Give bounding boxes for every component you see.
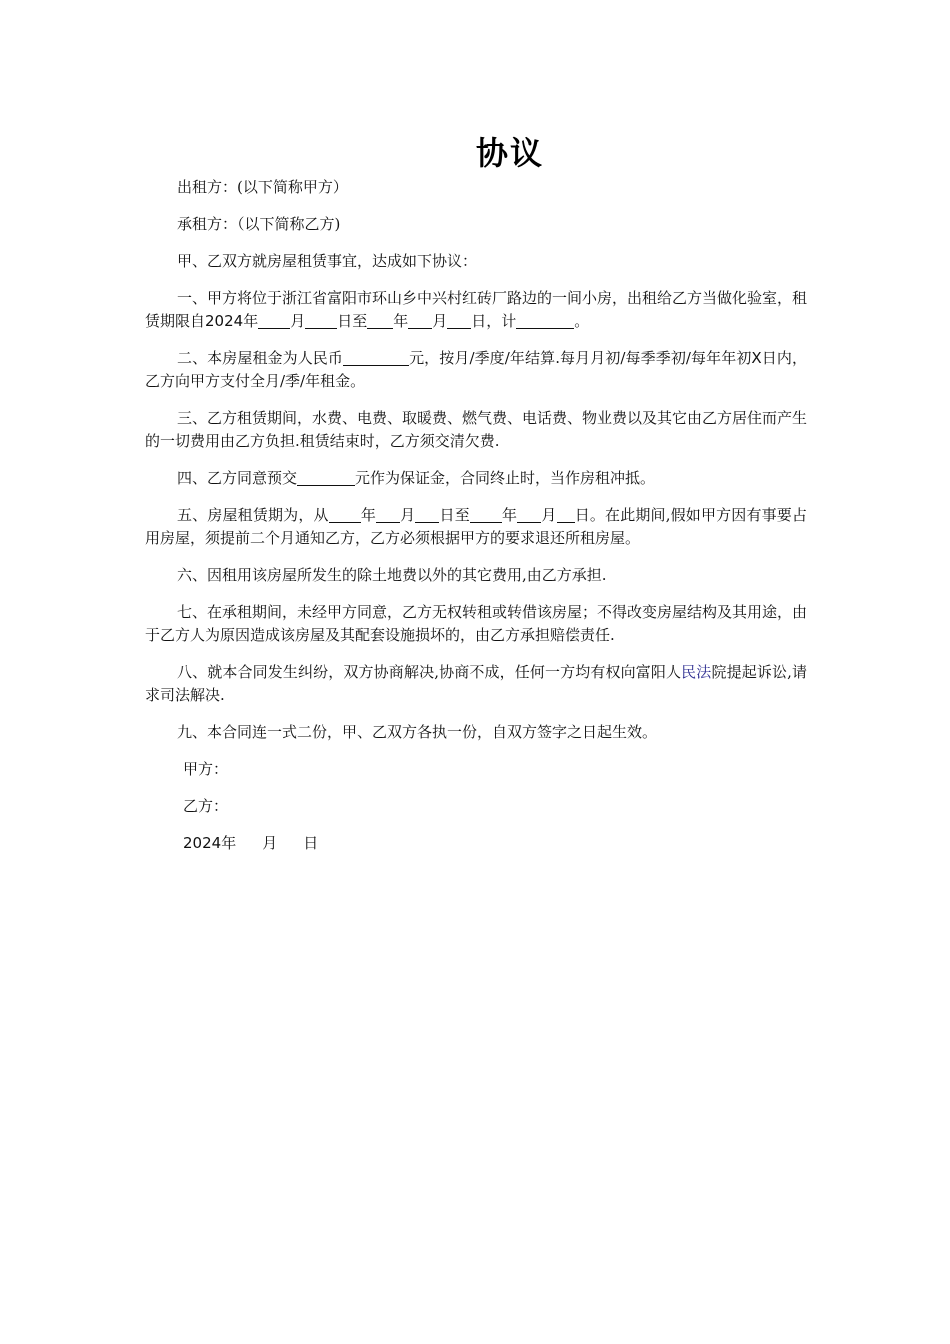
clause-1-rizhi: 日至 <box>337 312 368 330</box>
date-yue: 月 <box>262 834 278 852</box>
signature-party-a: 甲方： <box>183 760 229 778</box>
lessee-line: 承租方：（以下简称乙方) <box>177 215 341 233</box>
document-body <box>145 176 807 855</box>
clause-6: 六、因租用该房屋所发生的除土地费以外的其它费用,由乙方承担. <box>177 566 607 584</box>
clause-5-yue2: 月 <box>541 506 557 524</box>
date-ri: 日 <box>303 834 319 852</box>
blank-field[interactable] <box>447 312 471 329</box>
lessor-line: 出租方：(以下简称甲方） <box>177 178 348 196</box>
document-title: 协议 <box>475 134 544 172</box>
blank-field[interactable] <box>376 506 400 523</box>
clause-9: 九、本合同连一式二份，甲、乙双方各执一份，自双方签字之日起生效。 <box>177 723 658 741</box>
blank-field[interactable] <box>415 506 439 523</box>
blank-field[interactable] <box>470 506 502 523</box>
intro-line: 甲、乙双方就房屋租赁事宜，达成如下协议： <box>177 252 478 270</box>
clause-4 <box>145 467 807 490</box>
clause-2-text-a: 二、本房屋租金为人民币 <box>177 349 343 367</box>
clause-4-text-a: 四、乙方同意预交 <box>177 469 298 487</box>
blank-field[interactable] <box>557 506 575 523</box>
blank-field[interactable] <box>258 312 290 329</box>
clause-8 <box>145 661 807 707</box>
blank-field[interactable] <box>516 312 574 329</box>
clause-5-nian2: 年 <box>501 506 518 524</box>
clause-5-nian: 年 <box>360 506 377 524</box>
blank-field[interactable] <box>367 312 393 329</box>
clause-1-end: 。 <box>574 312 590 330</box>
date-year: 2024 <box>183 834 222 852</box>
clause-8-text-a: 八、就本合同发生纠纷，双方协商解决,协商不成，任何一方均有权向富阳人 <box>177 663 682 681</box>
clause-3: 三、乙方租赁期间，水费、电费、取暖费、燃气费、电话费、物业费以及其它由乙方居住而产生的一切费用由乙方负担.租赁结束时，乙方须交清欠费. <box>145 409 808 450</box>
clause-2-text-b: 元，按月/季度/年结算.每月月初/每季季初/每年年初 <box>409 349 752 367</box>
clause-1-yue2: 月 <box>432 312 448 330</box>
clause-5-text-a: 五、房屋租赁期为，从 <box>177 506 329 524</box>
signature-date <box>145 832 807 855</box>
clause-1-year: 2024 <box>205 312 244 330</box>
signature-party-b: 乙方： <box>183 797 229 815</box>
clause-5-yue: 月 <box>400 506 416 524</box>
minfa-link[interactable]: 民法 <box>681 663 712 681</box>
clause-5 <box>145 504 807 550</box>
clause-1-nian: 年 <box>243 312 259 330</box>
clause-5-text-b: 日。在此期间,假如甲方因有事要占用房屋，须提前二个月通知乙方，乙方必须根据甲方的要求退还所租房屋。 <box>145 506 807 547</box>
blank-field[interactable] <box>329 506 361 523</box>
clause-2-x: X <box>751 349 762 367</box>
blank-field[interactable] <box>408 312 432 329</box>
blank-field[interactable] <box>343 349 409 366</box>
clause-7: 七、在承租期间，未经甲方同意，乙方无权转租或转借该房屋；不得改变房屋结构及其用途，由于乙方人为原因造成该房屋及其配套设施损坏的，由乙方承担赔偿责任. <box>145 603 808 644</box>
blank-field[interactable] <box>305 312 337 329</box>
clause-5-rizhi: 日至 <box>439 506 470 524</box>
clause-4-text-b: 元作为保证金，合同终止时，当作房租冲抵。 <box>355 469 656 487</box>
clause-1-riji: 日，计 <box>471 312 517 330</box>
clause-8-text-b: 院提起诉讼,请求司法解决. <box>145 663 807 704</box>
date-nian: 年 <box>221 834 237 852</box>
clause-1-nian2: 年 <box>393 312 409 330</box>
clause-1-yue: 月 <box>290 312 306 330</box>
clause-2-text-c: 日内，乙方向甲方支付全月/季/年租金。 <box>145 349 807 390</box>
blank-field[interactable] <box>517 506 541 523</box>
clause-1 <box>145 287 807 333</box>
blank-field[interactable] <box>297 469 355 486</box>
clause-1-text: 一、甲方将位于浙江省富阳市环山乡中兴村红砖厂路边的一间小房，出租给乙方当做化验室，租赁期限自 <box>145 289 808 330</box>
clause-2 <box>145 347 807 393</box>
